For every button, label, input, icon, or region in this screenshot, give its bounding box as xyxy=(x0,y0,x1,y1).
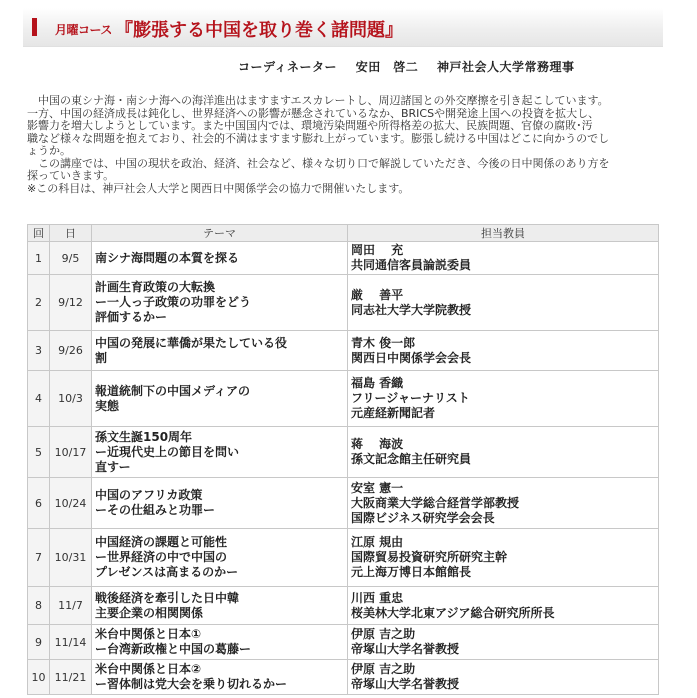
theme-line: 直すー xyxy=(95,459,131,474)
row-number: 10 xyxy=(28,660,50,695)
theme-line: 評価するかー xyxy=(95,310,168,324)
intro-paragraph-1 xyxy=(27,95,667,158)
lecturer-name: 伊原 吉之助 xyxy=(351,627,416,641)
lecturer-name: 岡田 充 xyxy=(351,243,404,257)
lecturer-name: 川西 重忠 xyxy=(351,590,404,605)
row-date: 10/17 xyxy=(50,427,92,478)
coordinator-affiliation: 神戸社会人大学常務理事 xyxy=(436,60,575,74)
theme-line: ーその仕組みと功罪ー xyxy=(95,503,216,517)
row-date: 9/12 xyxy=(50,275,92,331)
theme-line: ー世界経済の中で中国の xyxy=(95,550,228,564)
theme-line: 孫文生誕150周年 xyxy=(95,429,193,444)
row-date: 10/31 xyxy=(50,529,92,587)
theme-line: 中国の発展に華僑が果たしている役 xyxy=(95,335,288,350)
row-number: 5 xyxy=(28,427,50,478)
title-marker-icon xyxy=(32,18,37,36)
intro-line: 探っていきます。 xyxy=(27,169,115,182)
row-lecturer xyxy=(348,427,659,478)
row-theme xyxy=(92,331,348,371)
lecturer-title: 元産経新聞記者 xyxy=(351,406,436,420)
lecturer-title: 桜美林大学北東アジア総合研究所所長 xyxy=(351,605,555,620)
intro-line: ょうか。 xyxy=(27,144,71,157)
theme-line: 報道統制下の中国メディアの xyxy=(95,383,251,398)
theme-line: ー近現代史上の節目を問い xyxy=(95,444,240,459)
row-number: 9 xyxy=(28,625,50,660)
lecturer-title: 元上海万博日本館館長 xyxy=(351,565,472,579)
row-lecturer xyxy=(348,242,659,275)
row-date: 9/26 xyxy=(50,331,92,371)
table-row xyxy=(28,427,659,478)
row-date: 11/7 xyxy=(50,587,92,625)
theme-line: 計画生育政策の大転換 xyxy=(95,280,216,294)
row-number: 3 xyxy=(28,331,50,371)
row-theme xyxy=(92,275,348,331)
lecturer-title: 孫文記念館主任研究員 xyxy=(351,452,472,466)
row-number: 4 xyxy=(28,371,50,427)
lecturer-title: 同志社大学大学院教授 xyxy=(351,302,472,317)
coordinator-line xyxy=(238,58,588,75)
intro-line: 職など様々な問題を抱えており、社会的不満はますます膨れ上がっています。膨張し続ける中国はどこに向かうのでし xyxy=(27,131,610,145)
table-row xyxy=(28,625,659,660)
lecturer-title: 共同通信客員論説委員 xyxy=(351,258,472,272)
table-row xyxy=(28,478,659,529)
row-number: 1 xyxy=(28,242,50,275)
row-lecturer xyxy=(348,587,659,625)
course-label: 月曜コース xyxy=(55,23,112,37)
row-lecturer xyxy=(348,529,659,587)
header-no: 回 xyxy=(28,225,50,242)
theme-line: 米台中関係と日本① xyxy=(95,627,202,641)
row-theme xyxy=(92,478,348,529)
intro-line: 一方、中国の経済成長は鈍化し、世界経済への影響が懸念されているなか、BRICSや開発途上国への投資を拡大し、 xyxy=(27,106,600,120)
row-theme xyxy=(92,587,348,625)
intro-paragraph-2 xyxy=(27,158,667,183)
theme-line: ー習体制は党大会を乗り切れるかー xyxy=(95,677,288,691)
row-lecturer xyxy=(348,275,659,331)
coordinator-name: 安田 啓二 xyxy=(355,60,419,74)
lecturer-title: 国際ビジネス研究学会会長 xyxy=(351,510,495,525)
theme-line: ー一人っ子政策の功罪をどう xyxy=(95,295,252,309)
table-row xyxy=(28,529,659,587)
row-date: 9/5 xyxy=(50,242,92,275)
intro-line: この講座では、中国の現状を政治、経済、社会など、様々な切り口で解説していただき、今後の日中関係のあり方を xyxy=(27,156,610,170)
table-row xyxy=(28,275,659,331)
theme-line: 中国経済の課題と可能性 xyxy=(95,535,228,549)
row-date: 10/24 xyxy=(50,478,92,529)
table-row xyxy=(28,242,659,275)
intro-line: 中国の東シナ海・南シナ海への海洋進出はますますエスカレートし、周辺諸国との外交摩擦を引き起こしています。 xyxy=(27,94,609,107)
row-date: 11/14 xyxy=(50,625,92,660)
row-lecturer xyxy=(348,625,659,660)
table-header-row xyxy=(28,225,659,242)
theme-line: 中国のアフリカ政策 xyxy=(95,488,203,502)
header-theme: テーマ xyxy=(92,225,348,242)
row-lecturer xyxy=(348,371,659,427)
lecturer-title: 帝塚山大学名誉教授 xyxy=(351,642,460,656)
page-title: 『膨張する中国を取り巻く諸問題』 xyxy=(115,20,403,41)
theme-line: プレゼンスは高まるのかー xyxy=(95,565,239,579)
lecturer-name: 安室 憲一 xyxy=(351,480,404,495)
row-number: 6 xyxy=(28,478,50,529)
lecturer-title: 大阪商業大学総合経営学部教授 xyxy=(351,495,520,510)
lecturer-title: 関西日中関係学会会長 xyxy=(351,350,472,365)
row-lecturer xyxy=(348,660,659,695)
table-row xyxy=(28,331,659,371)
table-body xyxy=(28,242,659,695)
theme-line: 実態 xyxy=(95,398,120,413)
intro-line: 影響力を増大しようとしています。また中国国内では、環境汚染問題や所得格差の拡大、民族問題、官僚の腐敗･汚 xyxy=(27,119,593,132)
theme-line: 割 xyxy=(95,350,108,365)
row-number: 2 xyxy=(28,275,50,331)
intro-text xyxy=(27,95,667,195)
table-row xyxy=(28,587,659,625)
header-date: 日 xyxy=(50,225,92,242)
row-theme xyxy=(92,625,348,660)
lecturer-name: 蒋 海波 xyxy=(351,437,404,451)
lecturer-title: フリージャーナリスト xyxy=(351,391,470,405)
title-bar xyxy=(23,8,663,47)
theme-line: 戦後経済を牽引した日中韓 xyxy=(95,590,240,605)
lecturer-name: 伊原 吉之助 xyxy=(351,662,416,676)
lecturer-name: 青木 俊一郎 xyxy=(351,335,416,350)
header-lecturer: 担当教員 xyxy=(348,225,659,242)
row-lecturer xyxy=(348,331,659,371)
row-theme xyxy=(92,371,348,427)
coordinator-role: コーディネーター xyxy=(238,60,338,74)
lecturer-name: 江原 規由 xyxy=(351,535,404,549)
lecturer-title: 帝塚山大学名誉教授 xyxy=(351,677,460,691)
row-number: 7 xyxy=(28,529,50,587)
row-date: 10/3 xyxy=(50,371,92,427)
row-date: 11/21 xyxy=(50,660,92,695)
row-theme xyxy=(92,660,348,695)
theme-line: 南シナ海問題の本質を探る xyxy=(95,250,240,265)
intro-note: ※この科目は、神戸社会人大学と関西日中関係学会の協力で開催いたします。 xyxy=(27,181,410,195)
theme-line: 米台中関係と日本② xyxy=(95,662,202,676)
row-theme xyxy=(92,242,348,275)
lecturer-title: 国際貿易投資研究所研究主幹 xyxy=(351,550,508,564)
row-lecturer xyxy=(348,478,659,529)
theme-line: 主要企業の相関関係 xyxy=(95,605,204,620)
lecturer-name: 厳 善平 xyxy=(351,287,404,302)
table-row xyxy=(28,371,659,427)
schedule-table xyxy=(27,224,659,695)
theme-line: ー台湾新政権と中国の葛藤ー xyxy=(95,642,252,656)
table-row xyxy=(28,660,659,695)
row-theme xyxy=(92,427,348,478)
lecturer-name: 福島 香織 xyxy=(351,376,404,390)
row-number: 8 xyxy=(28,587,50,625)
row-theme xyxy=(92,529,348,587)
